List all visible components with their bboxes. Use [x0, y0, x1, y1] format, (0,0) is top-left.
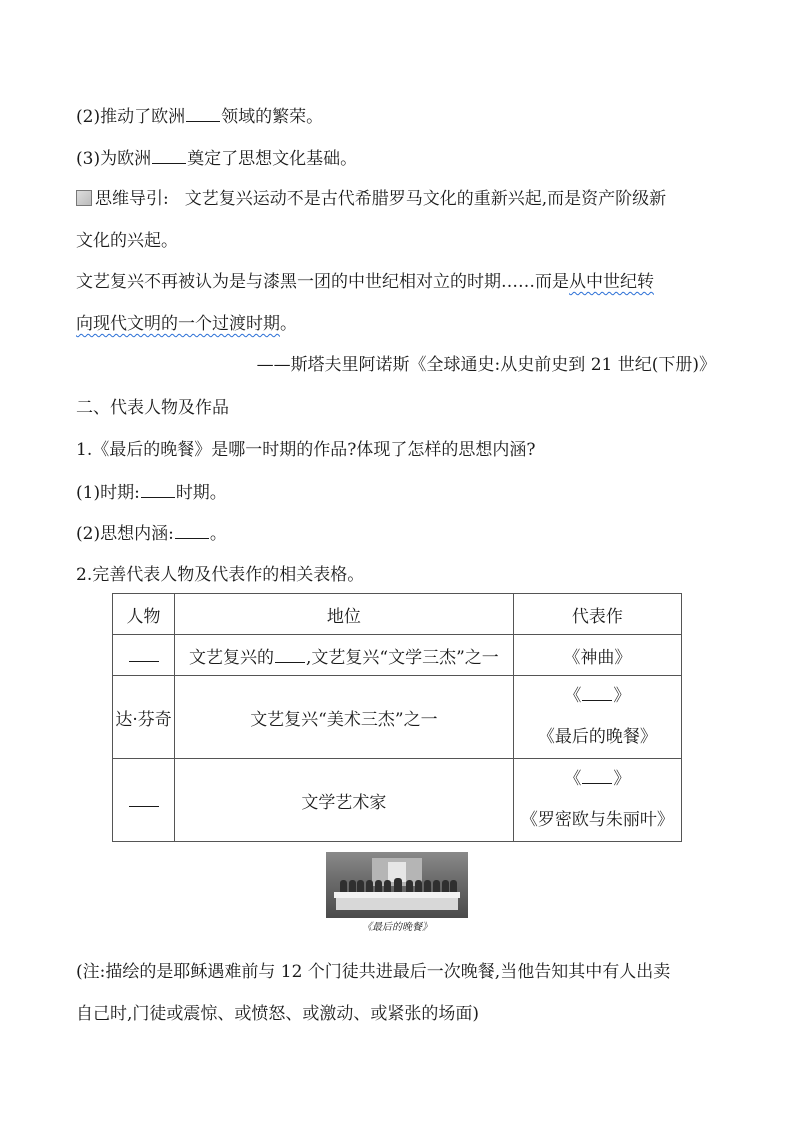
header-status: 地位	[175, 594, 514, 635]
guide-text-line2: 文化的兴起。	[76, 231, 178, 251]
work-open-bracket: 《	[564, 686, 582, 706]
status-cell: 文艺复兴“美术三杰”之一	[175, 676, 514, 759]
person-cell	[113, 759, 175, 842]
fill-blank-field[interactable]	[129, 789, 159, 807]
guide-icon	[76, 190, 92, 206]
status-prefix: 文艺复兴的	[188, 647, 274, 668]
work-close-bracket: 》	[613, 769, 631, 789]
work-open-bracket: 《	[564, 769, 582, 789]
item-2-line	[76, 104, 323, 129]
item-3-prefix: (3)为欧洲	[76, 149, 152, 169]
item-2-prefix: (2)推动了欧洲	[76, 107, 186, 127]
quote-emphasis: 向现代文明的一个过渡时期	[76, 314, 280, 334]
question-1: 1.《最后的晚餐》是哪一时期的作品?体现了怎样的思想内涵?	[76, 440, 536, 460]
idea-suffix: 。	[209, 524, 227, 544]
table-row	[113, 759, 682, 842]
question-2: 2.完善代表人物及代表作的相关表格。	[76, 565, 365, 585]
fill-blank-field[interactable]	[582, 683, 612, 701]
section-heading: 二、代表人物及作品	[76, 398, 229, 418]
quote-emphasis: 从中世纪转	[569, 272, 654, 292]
last-supper-painting	[326, 852, 468, 918]
header-works: 代表作	[513, 594, 681, 635]
fill-blank-field[interactable]	[152, 146, 186, 164]
period-line	[76, 480, 227, 505]
work-close-bracket: 》	[613, 686, 631, 706]
table-row	[113, 676, 682, 759]
item-3-line	[76, 146, 357, 171]
work-title: 《罗密欧与朱丽叶》	[520, 810, 674, 830]
quote-line2	[76, 312, 297, 336]
painting-caption: 《最后的晚餐》	[362, 922, 432, 933]
note-line2: 自己时,门徒或震惊、或愤怒、或激动、或紧张的场面)	[76, 1004, 480, 1024]
header-person: 人物	[113, 594, 175, 635]
person-cell: 达·芬奇	[113, 676, 175, 759]
quote-line1	[76, 270, 654, 294]
quote-citation: ——斯塔夫里阿诺斯《全球通史:从史前史到 21 世纪(下册)》	[256, 355, 716, 375]
status-cell	[175, 635, 514, 676]
period-suffix: 时期。	[175, 483, 227, 503]
works-cell	[513, 759, 681, 842]
guide-text-line1: 文艺复兴运动不是古代希腊罗马文化的重新兴起,而是资产阶级新	[184, 189, 667, 209]
note-line1: (注:描绘的是耶稣遇难前与 12 个门徒共进最后一次晚餐,当他告知其中有人出卖	[76, 962, 671, 982]
thinking-guide	[76, 187, 666, 211]
period-prefix: (1)时期:	[76, 483, 140, 503]
works-cell	[513, 676, 681, 759]
representatives-table	[112, 593, 682, 842]
status-cell: 文学艺术家	[175, 759, 514, 842]
works-cell: 《神曲》	[513, 635, 681, 676]
idea-prefix: (2)思想内涵:	[76, 524, 174, 544]
status-suffix: ,文艺复兴“文学三杰”之一	[305, 647, 499, 668]
idea-line	[76, 521, 227, 546]
fill-blank-field[interactable]	[186, 104, 220, 122]
fill-blank-field[interactable]	[141, 480, 175, 498]
work-title: 《最后的晚餐》	[537, 727, 657, 747]
fill-blank-field[interactable]	[129, 644, 159, 662]
fill-blank-field[interactable]	[582, 766, 612, 784]
guide-label: 思维导引:	[95, 189, 169, 209]
fill-blank-field[interactable]	[275, 645, 305, 663]
item-2-suffix: 领域的繁荣。	[221, 107, 324, 127]
fill-blank-field[interactable]	[175, 521, 209, 539]
item-3-suffix: 奠定了思想文化基础。	[187, 149, 358, 169]
quote-text: 文艺复兴不再被认为是与漆黑一团的中世纪相对立的时期……而是	[76, 272, 569, 292]
person-cell	[113, 635, 175, 676]
quote-end: 。	[280, 314, 297, 334]
table-header-row	[113, 594, 682, 635]
table-row	[113, 635, 682, 676]
